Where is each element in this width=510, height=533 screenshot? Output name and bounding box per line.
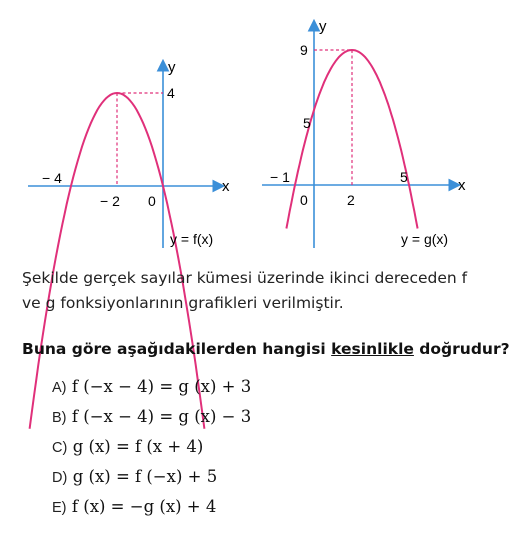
g-tick-5y: 5: [303, 115, 311, 131]
option-b[interactable]: [52, 402, 251, 432]
problem-statement: Şekilde gerçek sayılar kümesi üzerinde ikinci dereceden f ve g fonksiyonlarının grafikleri verilmiştir.: [22, 269, 468, 312]
option-e-label: E): [52, 500, 67, 516]
option-d-text: g (x) = f (−x) + 5: [72, 467, 218, 486]
g-caption: y = g(x): [401, 231, 449, 247]
option-c[interactable]: [52, 432, 251, 462]
option-c-label: C): [52, 440, 68, 456]
option-d[interactable]: [52, 462, 251, 492]
option-b-label: B): [52, 410, 67, 426]
option-a-text: f (−x − 4) = g (x) + 3: [71, 377, 252, 396]
graphs-figure: [0, 0, 499, 262]
f-tick-4: 4: [167, 85, 175, 101]
f-y-axis-label: y: [168, 59, 176, 76]
option-d-label: D): [52, 470, 68, 486]
g-tick-2: 2: [347, 192, 355, 208]
f-tick-0: 0: [148, 193, 156, 209]
g-tick-9: 9: [300, 42, 308, 58]
option-b-text: f (−x − 4) = g (x) − 3: [71, 407, 252, 426]
g-y-axis-label: y: [319, 18, 327, 35]
g-tick-0: 0: [300, 192, 308, 208]
option-e[interactable]: [52, 492, 251, 522]
g-tick-5x: 5: [400, 169, 408, 185]
g-tick-neg1: − 1: [270, 169, 290, 185]
question-after: doğrudur?: [413, 340, 510, 358]
g-x-axis-label: x: [458, 177, 466, 194]
answer-options: [52, 372, 251, 522]
f-tick-neg2: − 2: [100, 193, 120, 209]
question-text: [22, 340, 510, 358]
f-tick-neg4: − 4: [42, 170, 62, 186]
f-caption: y = f(x): [170, 231, 214, 247]
question-emphasis: kesinlikle: [331, 340, 414, 358]
f-x-axis-label: x: [222, 178, 230, 195]
option-a[interactable]: [52, 372, 251, 402]
graph-g: [262, 18, 466, 248]
option-a-label: A): [52, 380, 67, 396]
option-c-text: g (x) = f (x + 4): [72, 437, 204, 456]
option-e-text: f (x) = −g (x) + 4: [71, 497, 217, 516]
question-before: Buna göre aşağıdakilerden hangisi: [22, 340, 332, 358]
